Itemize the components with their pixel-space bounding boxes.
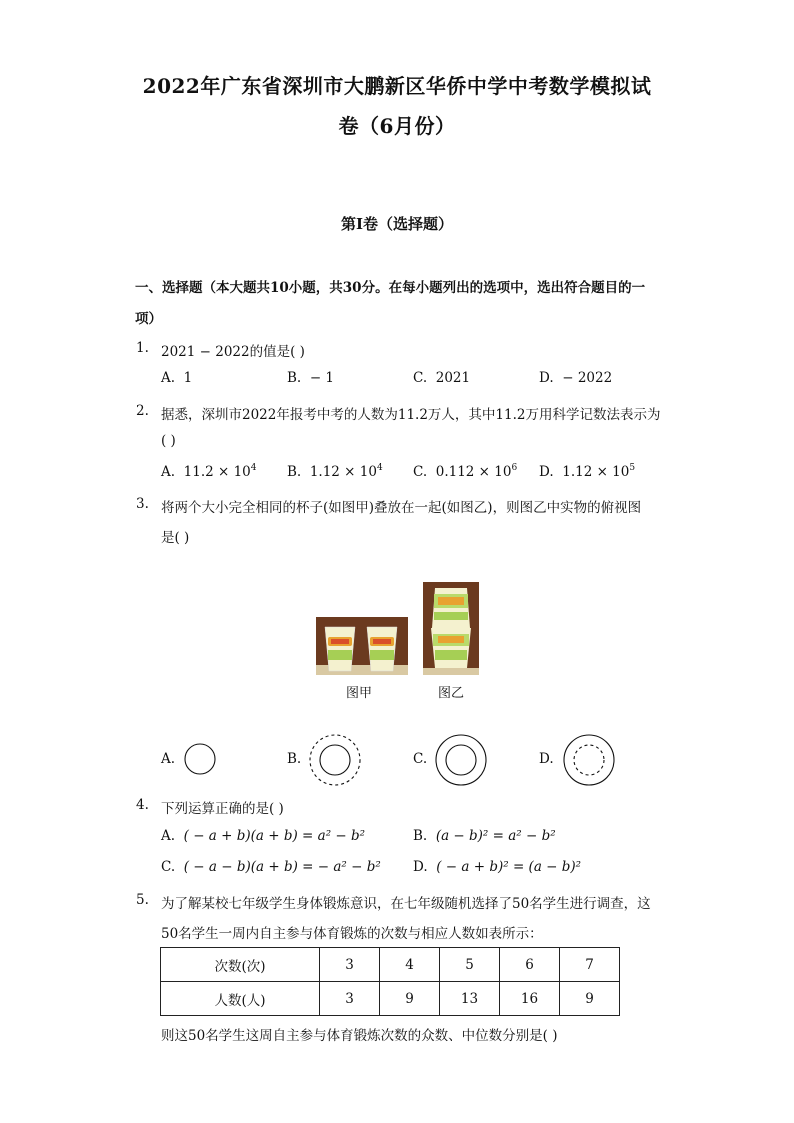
cups-side-by-side-photo bbox=[316, 617, 408, 675]
table-row bbox=[161, 982, 620, 1016]
question-2-stem-line2: ( ) bbox=[161, 433, 176, 449]
q3-option-c-label: C. bbox=[413, 751, 428, 767]
table-cell: 9 bbox=[560, 982, 620, 1016]
question-5-stem-line1: 为了解某校七年级学生身体锻炼意识，在七年级随机选择了50名学生进行调查，这 bbox=[161, 896, 651, 912]
section-intro-line1: 一、选择题（本大题共10小题，共30分。在每小题列出的选项中，选出符合题目的一 bbox=[135, 280, 646, 296]
question-number: 2. bbox=[136, 403, 149, 419]
question-3-stem-line1: 将两个大小完全相同的杯子(如图甲)叠放在一起(如图乙)，则图乙中实物的俯视图 bbox=[161, 500, 642, 516]
question-2-stem-line1: 据悉，深圳市2022年报考中考的人数为11.2万人，其中11.2万用科学记数法表示为 bbox=[161, 407, 661, 423]
section-intro-line2: 项） bbox=[135, 311, 162, 327]
table-cell: 13 bbox=[440, 982, 500, 1016]
table-cell: 3 bbox=[320, 982, 380, 1016]
q1-option-a: A. 1 bbox=[161, 370, 193, 386]
q3-option-d-label: D. bbox=[539, 751, 554, 767]
table-cell: 4 bbox=[380, 948, 440, 982]
question-5-ask: 则这50名学生这周自主参与体育锻炼次数的众数、中位数分别是( ) bbox=[161, 1028, 558, 1044]
cup-left-icon bbox=[325, 627, 355, 671]
q1-option-c: C. 2021 bbox=[413, 370, 471, 386]
q1-option-d: D. − 2022 bbox=[539, 370, 613, 386]
table-row-header: 次数(次) bbox=[161, 948, 320, 982]
q4-option-d: D. ( − a + b)² = (a − b)² bbox=[413, 859, 582, 875]
table-cell: 6 bbox=[500, 948, 560, 982]
q4-option-b: B. (a − b)² = a² − b² bbox=[413, 828, 556, 844]
q2-option-a: A. $11.2 \times 10^4$ bbox=[161, 463, 257, 480]
question-number: 1. bbox=[136, 340, 149, 356]
figure-caption-jia: 图甲 bbox=[346, 686, 373, 701]
q2-option-b: B. $1.12 \times 10^4$ bbox=[287, 463, 383, 480]
q3-option-b-label: B. bbox=[287, 751, 302, 767]
concentric-circles-icon bbox=[434, 733, 488, 787]
dashed-inner-circle-icon bbox=[562, 733, 616, 787]
question-3-stem-line2: 是( ) bbox=[161, 530, 190, 546]
question-number: 4. bbox=[136, 797, 149, 813]
table-row-header: 人数(人) bbox=[161, 982, 320, 1016]
dashed-outer-circle-icon bbox=[308, 733, 362, 787]
question-4-stem: 下列运算正确的是( ) bbox=[161, 801, 284, 817]
document-title-line1: 2022年广东省深圳市大鹏新区华侨中学中考数学模拟试 bbox=[142, 74, 652, 98]
table-cell: 9 bbox=[380, 982, 440, 1016]
q4-option-c: C. ( − a − b)(a + b) = − a² − b² bbox=[161, 859, 381, 875]
q4-option-a: A. ( − a + b)(a + b) = a² − b² bbox=[161, 828, 366, 844]
table-row bbox=[161, 948, 620, 982]
figure-caption-yi: 图乙 bbox=[438, 686, 465, 701]
section-title: 第I卷（选择题） bbox=[340, 215, 454, 233]
frequency-table bbox=[160, 947, 620, 1016]
table-cell: 3 bbox=[320, 948, 380, 982]
question-5-stem-line2: 50名学生一周内自主参与体育锻炼的次数与相应人数如表所示： bbox=[161, 926, 543, 942]
cups-stacked-photo bbox=[423, 582, 479, 675]
table-cell: 5 bbox=[440, 948, 500, 982]
question-number: 3. bbox=[136, 496, 149, 512]
document-title-line2: 卷（6月份） bbox=[338, 114, 456, 138]
table-cell: 16 bbox=[500, 982, 560, 1016]
stacked-cup-top-icon bbox=[432, 588, 470, 628]
q2-option-c: C. $0.112 \times 10^6$ bbox=[413, 463, 518, 480]
single-circle-icon bbox=[183, 742, 217, 776]
q2-option-d: D. $1.12 \times 10^5$ bbox=[539, 463, 636, 480]
question-1-stem: 2021 − 2022的值是( ) bbox=[161, 344, 305, 360]
cup-right-icon bbox=[367, 627, 397, 671]
question-number: 5. bbox=[136, 892, 149, 908]
q3-option-a-label: A. bbox=[161, 751, 176, 767]
q1-option-b: B. − 1 bbox=[287, 370, 335, 386]
stacked-cup-bottom-icon bbox=[431, 628, 471, 668]
table-cell: 7 bbox=[560, 948, 620, 982]
